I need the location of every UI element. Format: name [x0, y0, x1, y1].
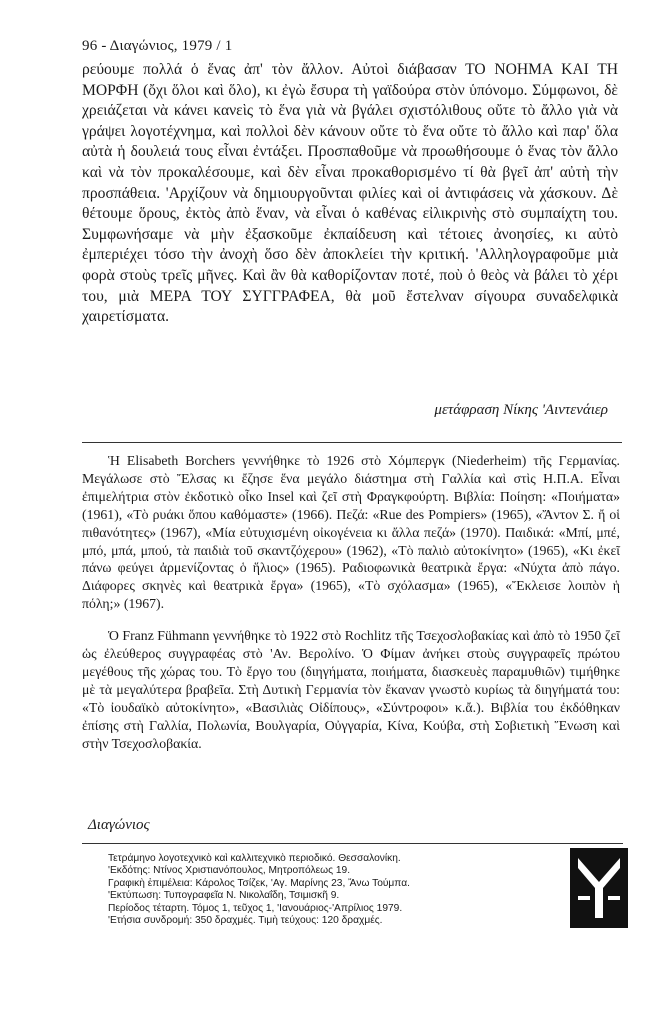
section-divider: [82, 442, 622, 443]
colophon-line: 'Ετήσια συνδρομή: 350 δραχμές. Τιμὴ τεύχους: 120 δραχμές.: [108, 915, 383, 927]
author-bios: [82, 452, 620, 753]
colophon-line: Τετράμηνο λογοτεχνικὸ καὶ καλλιτεχνικὸ περιοδικό. Θεσσαλονίκη.: [108, 853, 401, 864]
publisher-logo: [570, 848, 628, 928]
colophon: [108, 853, 548, 927]
bio-borchers: Ἡ Elisabeth Borchers γεννήθηκε τὸ 1926 στὸ Χόμπεργκ (Niederheim) τῆς Γερμανίας. Μεγάλωσε στὸ Ἔλσας κι ἔζησε ἕνα μεγάλο διάστημα στὴ Γαλλία καὶ στὶς Η.Π.Α. Εἶναι ἐπιμελήτρια στὸν ἐκδοτικὸ οἶκο Insel καὶ ζεῖ στὴ Φραγκφούρτη. Βιβλία: Ποίηση: «Ποιήματα» (1961), «Τὸ ρυάκι ὅπου καθόμαστε» (1966). Πεζά: «Rue des Pompiers» (1965), «Ἄντον Σ. ἤ οἱ πιθανότητες» (1967), «Μία εὐτυχισμένη οἰκογένεια κι ἄλλα πεζά» (1970). Παιδικά: «Μπί, μπέ, μπό, μπά, μπού, τὰ παιδιὰ τοῦ σκαντζόχερου» (1962), «Τὸ παλιὸ αὐτοκίνητο» (1965), «Κι ἐκεῖ πάνω φεύγει ἀρμενίζοντας ὁ ἥλιος» (1965). Ραδιοφωνικὰ θεατρικὰ ἔργα: «Νύχτα ἀπὸ πάγο. Διάφορες σκηνὲς καὶ θεατρικὰ ἔργα» (1965), «Τὸ σχόλασμα» (1965), «Ἔκλεισε λοιπὸν ἡ πόλη;» (1967).: [82, 453, 620, 612]
footer-divider: [82, 843, 623, 844]
colophon-line: Γραφικὴ ἐπιμέλεια: Κάρολος Τσίζεκ, 'Αγ. Μαρίνης 23, Ἄνω Τούμπα.: [108, 877, 410, 889]
bio-fuhmann: Ὁ Franz Fühmann γεννήθηκε τὸ 1922 στὸ Rochlitz τῆς Τσεχοσλοβακίας καὶ ἀπὸ τὸ 1950 ζεῖ ὡς ἐλεύθερος συγγραφέας στὸ 'Αν. Βερολίνο. Ὁ Φίμαν ἀνήκει στοὺς συγγραφεῖς πρώτου μεγέθους τῆς χώρας του. Τὸ ἔργο του (διηγήματα, ποιήματα, διασκευὲς παραμυθιῶν) τιμήθηκε μὲ τὰ μεγαλύτερα βραβεῖα. Στὴ Δυτικὴ Γερμανία τὸν ἔκαναν γνωστὸ κυρίως τὰ διηγήματά του: «Τὸ ἰουδαϊκὸ αὐτοκίνητο», «Βασιλιὰς Οἰδίπους», «Σύντροφοι» κ.ἄ.). Βιβλία του ἐκδόθηκαν ἐπίσης στὴ Γαλλία, Πολωνία, Βουλγαρία, Οὐγγαρία, Κίνα, Κούβα, στὴ Σοβιετικὴ Ἕνωση καὶ στὴν Τσεχοσλοβακία.: [82, 628, 620, 751]
logo-mark-icon: [570, 848, 628, 928]
translator-credit: μετάφραση Νίκης 'Αιντενάιερ: [434, 402, 608, 418]
magazine-title: Διαγώνιος: [88, 817, 150, 833]
colophon-line: 'Εκτύπωση: Τυπογραφεῖα Ν. Νικολαΐδη, Τσιμισκῆ 9.: [108, 890, 340, 902]
running-head: 96 - Διαγώνιος, 1979 / 1: [82, 38, 233, 54]
main-text-body: ρεύουμε πολλά ὁ ἕνας ἀπ' τὸν ἄλλον. Αὐτοὶ διάβασαν ΤΟ ΝΟΗΜΑ ΚΑΙ ΤΗ ΜΟΡΦΗ (ὄχι ὅλοι καὶ ὅλο), κι ἐγὼ ἔσυρα τὴ γαϊδούρα στὸν ὑπόνομο. Σύμφωνοι, δὲ χρειάζεται νὰ κάνει κανεὶς τὸ ἕνα γιὰ νὰ βγάλει σχιστόλιθους οὔτε τὸ ἄλλο γιὰ νὰ γράψει λογοτέχνημα, καὶ πολλοὶ δὲν κάνουν οὔτε τὸ ἕνα οὔτε τὸ ἄλλο καὶ παρ' ὅλα αὐτὰ ἡ δουλειά τους εἶναι ἐντάξει. Προσπαθοῦμε νὰ προωθήσουμε ὁ ἕνας τὸν ἄλλο καὶ νὰ τὸν προκαλέσουμε, καὶ δὲν εἶναι προκαθορισμένο τί θὰ βγεῖ ἀπ' αὐτὴ τὴν προσπάθεια. 'Αρχίζουν νὰ δημιουργοῦνται φιλίες καὶ οἱ ἀντιφάσεις νὰ χάσκουν. Δὲ θέτουμε ὅρους, ἐκτὸς ἀπὸ ἕναν, νὰ εἶναι ὁ καθένας εἰλικρινὴς στὸ συμπαίχτη του. Συμφωνήσαμε νὰ μὴν ἐξασκοῦμε ἐκπαίδευση καὶ τέτοιες ἀνοησίες, κι αὐτὸ ἐμπεριέχει τόσο τὴν ἀνοχὴ ὅσο δὲν ἀποκλείει τὴν κριτική. 'Αλληλογραφοῦμε μιὰ φορὰ στοὺς τρεῖς μῆνες. Καὶ ἂν θὰ καθορίζονταν ποτέ, ποὺ ὁ θεὸς νὰ βάλει τὸ χέρι του, μιὰ ΜΕΡΑ ΤΟΥ ΣΥΓΓΡΑΦΕΑ, θὰ μοῦ ἔστελναν σίγουρα συναδελφικὰ χαιρετίσματα.: [82, 61, 618, 326]
colophon-line: 'Εκδότης: Ντίνος Χριστιανόπουλος, Μητροπόλεως 19.: [108, 865, 351, 877]
colophon-line: Περίοδος τέταρτη. Τόμος 1, τεῦχος 1, 'Ιανουάριος-'Απρίλιος 1979.: [108, 902, 403, 914]
